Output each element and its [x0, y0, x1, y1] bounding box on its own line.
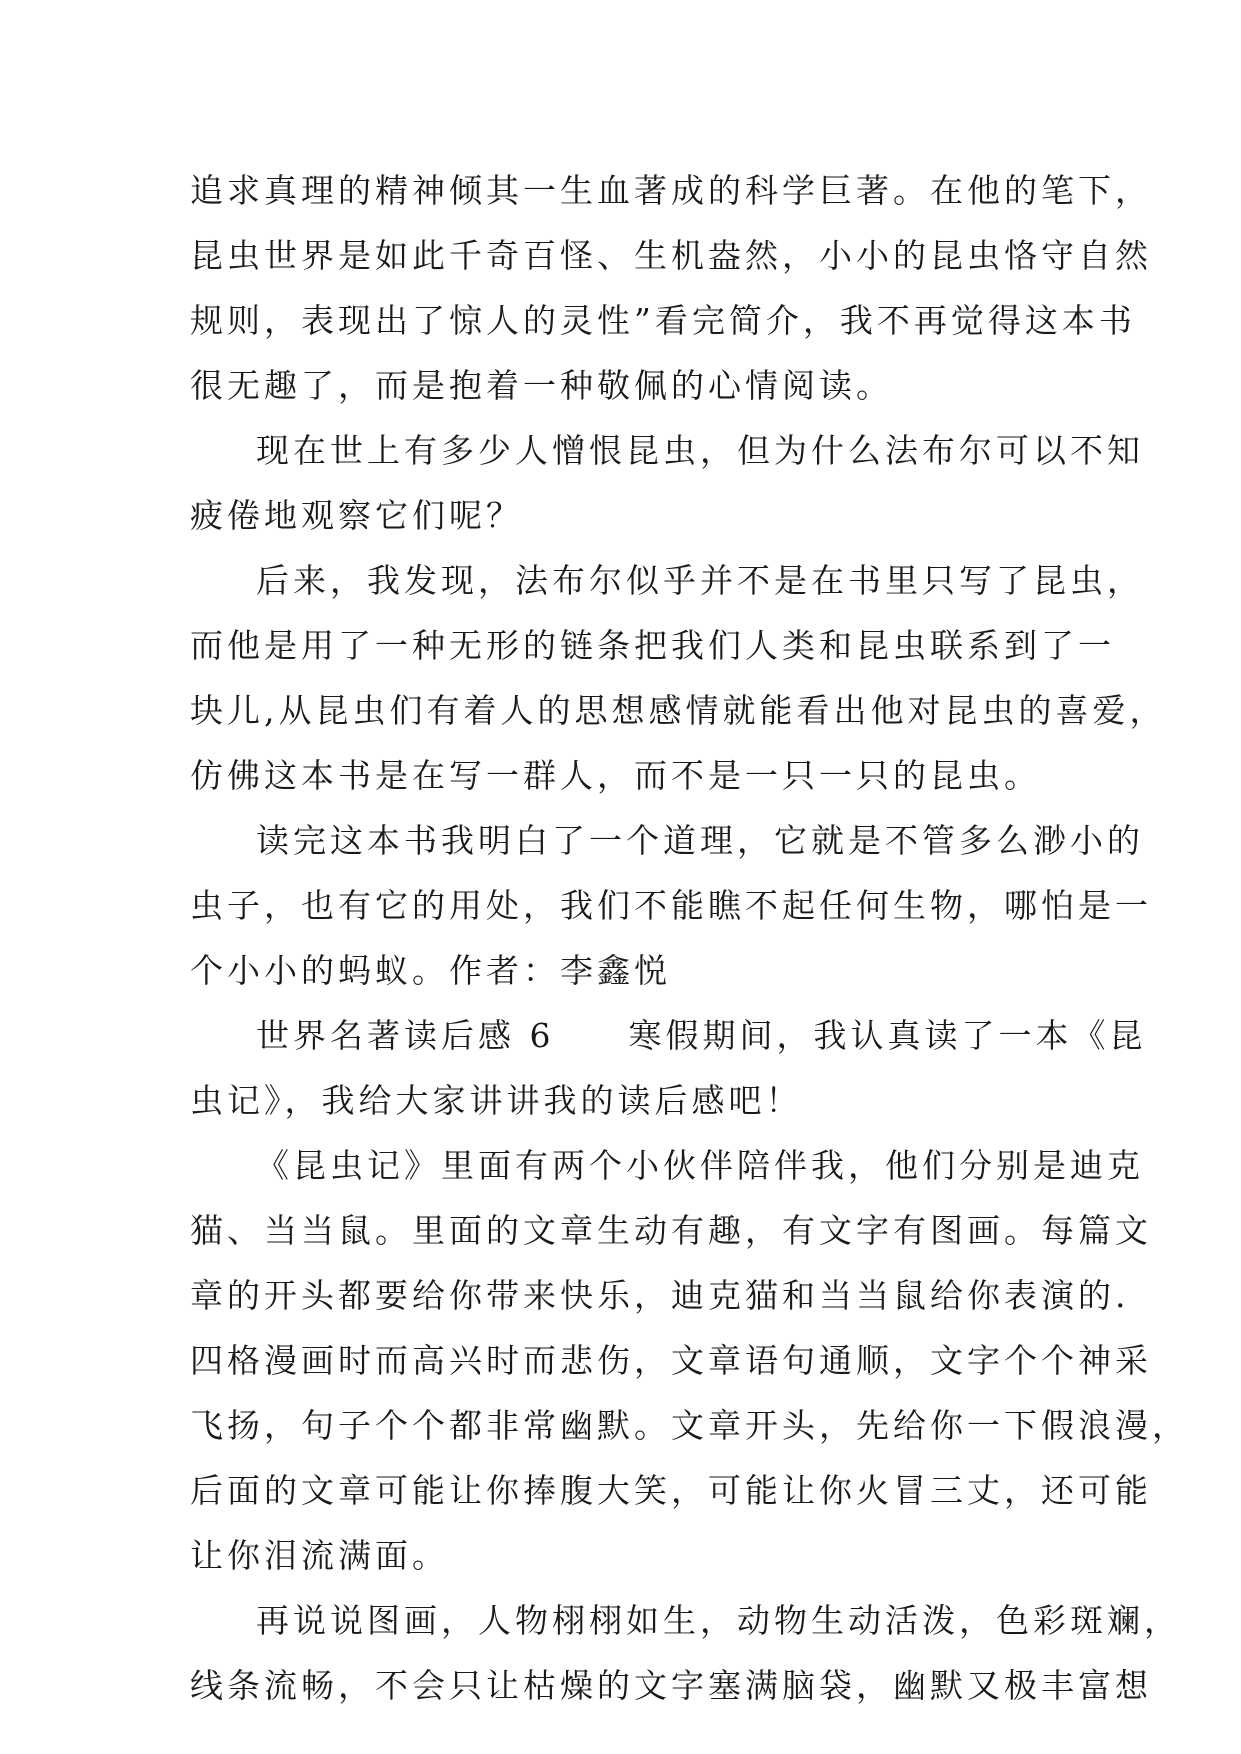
text-line: 四格漫画时而高兴时而悲伤，文章语句通顺，文字个个神采 [190, 1341, 1152, 1380]
text-line: 而他是用了一种无形的链条把我们人类和昆虫联系到了一 [190, 626, 1115, 665]
text-line: 规则，表现出了惊人的灵性”看完简介，我不再觉得这本书 [190, 301, 1136, 340]
text-line: 虫子，也有它的用处，我们不能瞧不起任何生物，哪怕是一 [190, 886, 1152, 925]
text-line: 个小小的蚂蚁。作者：李鑫悦 [190, 951, 671, 990]
text-line: 疲倦地观察它们呢？ [190, 496, 523, 535]
text-line: 虫记》，我给大家讲讲我的读后感吧！ [190, 1081, 803, 1120]
text-line: 线条流畅，不会只让枯燥的文字塞满脑袋，幽默又极丰富想 [190, 1666, 1152, 1705]
text-line: 章的开头都要给你带来快乐，迪克猫和当当鼠给你表演的. [190, 1276, 1130, 1315]
text-line: 追求真理的精神倾其一生血著成的科学巨著。在他的笔下， [190, 171, 1152, 210]
text-line: 很无趣了，而是抱着一种敬佩的心情阅读。 [190, 366, 893, 405]
text-line: 飞扬，句子个个都非常幽默。文章开头，先给你一下假浪漫， [190, 1406, 1189, 1445]
text-line: 让你泪流满面。 [190, 1536, 449, 1575]
paragraph-start-line: 后来，我发现，法布尔似乎并不是在书里只写了昆虫， [256, 561, 1144, 600]
text-line: 块儿,从昆虫们有着人的思想感情就能看出他对昆虫的喜爱， [190, 691, 1167, 730]
text-line: 仿佛这本书是在写一群人，而不是一只一只的昆虫。 [190, 756, 1041, 795]
paragraph-start-line: 现在世上有多少人憎恨昆虫，但为什么法布尔可以不知 [256, 431, 1144, 470]
text-line: 猫、当当鼠。里面的文章生动有趣，有文字有图画。每篇文 [190, 1211, 1152, 1250]
document-body [190, 158, 1189, 1718]
paragraph-start-line: 再说说图画，人物栩栩如生，动物生动活泼，色彩斑斓， [256, 1601, 1181, 1640]
text-line: 后面的文章可能让你捧腹大笑，可能让你火冒三丈，还可能 [190, 1471, 1152, 1510]
paragraph-start-line: 《昆虫记》里面有两个小伙伴陪伴我，他们分别是迪克 [256, 1146, 1144, 1185]
paragraph-start-line: 读完这本书我明白了一个道理，它就是不管多么渺小的 [256, 821, 1144, 860]
text-line: 昆虫世界是如此千奇百怪、生机盎然，小小的昆虫恪守自然 [190, 236, 1152, 275]
paragraph-start-line: 世界名著读后感 6 寒假期间，我认真读了一本《昆 [256, 1016, 1147, 1055]
